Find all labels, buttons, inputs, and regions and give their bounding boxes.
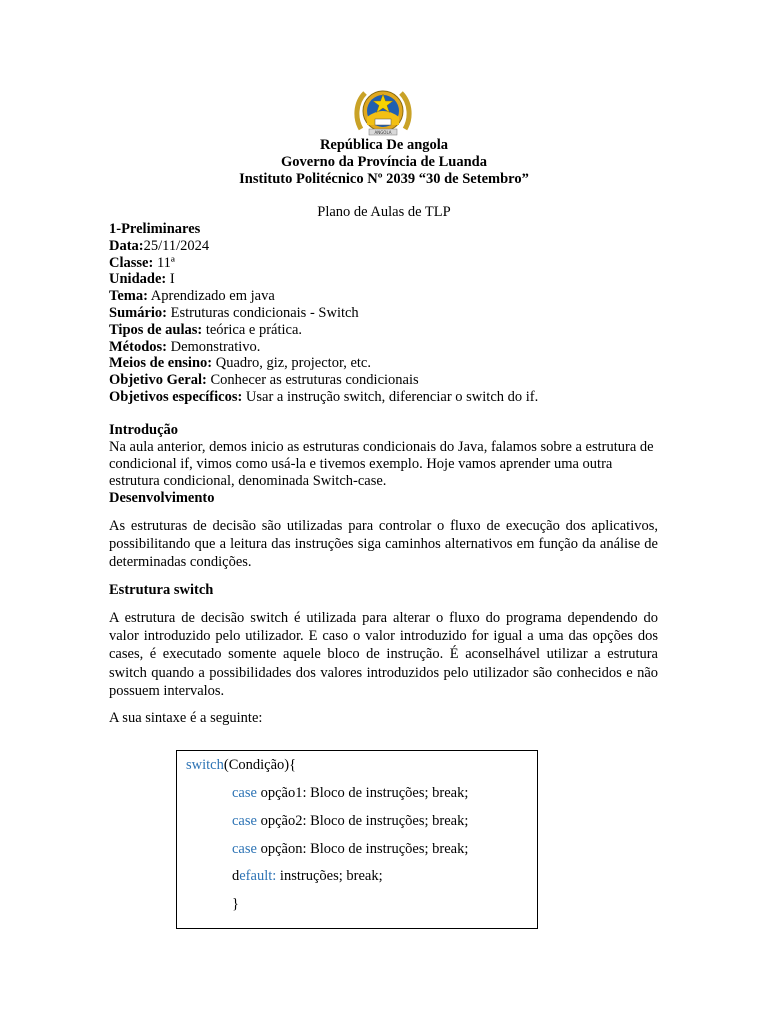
field-tipos-de-aulas: Tipos de aulas: teórica e prática.	[109, 321, 303, 338]
introducao-text: Na aula anterior, demos inicio as estruturas condicionais do Java, falamos sobre a estrutura de condicional if, vimos como usá-la e tivemos exemplo. Hoje vamos aprender uma outra estrutura condicional, denominada Switch-case.	[109, 439, 654, 489]
header-line-3: Instituto Politécnico Nº 2039 “30 de Setembro”	[239, 171, 529, 187]
document-header	[0, 137, 768, 188]
field-unidade: Unidade: I	[109, 271, 175, 288]
code-line-switch: switch(Condição){	[186, 757, 297, 773]
switch-syntax-box	[176, 750, 538, 929]
header-line-1: República De angola	[319, 137, 449, 153]
estrutura-switch-heading: Estrutura switch	[109, 582, 214, 598]
desenvolvimento-section	[109, 517, 658, 572]
field-sumario: Sumário: Estruturas condicionais - Switch	[109, 304, 359, 321]
code-line-case-n: case opçãon: Bloco de instruções; break;	[232, 841, 469, 857]
code-line-close-brace: }	[232, 896, 239, 912]
field-classe: Classe: 11ª	[109, 254, 175, 271]
field-metodos: Métodos: Demonstrativo.	[109, 338, 261, 355]
desenvolvimento-text: As estruturas de decisão são utilizadas para controlar o fluxo de execução dos aplicativos, possibilitando que a leitura das instruções siga caminhos alternativos em função da análise de determinadas condições.	[109, 518, 658, 571]
desenvolvimento-heading: Desenvolvimento	[109, 490, 215, 506]
plan-title: Plano de Aulas de TLP	[317, 204, 451, 220]
code-line-case-2: case opção2: Bloco de instruções; break;	[232, 813, 469, 829]
estrutura-switch-text: A estrutura de decisão switch é utilizada para alterar o fluxo do programa dependendo do valor introduzido pelo utilizador. E caso o valor introduzido for igual a uma das opções dos cases, é executado somente aquele bloco de instrução. É aconselhável utilizar a estrutura switch quando a possibilidades dos valores introduzidos pelo utilizador são conhecidos e não possuem intervalos.	[109, 610, 658, 699]
introducao-heading: Introdução	[109, 422, 179, 438]
preliminares-section	[109, 221, 669, 406]
field-objetivos-especificos: Objetivos específicos: Usar a instrução switch, diferenciar o switch do if.	[109, 388, 539, 405]
field-data: Data:25/11/2024	[109, 237, 210, 254]
code-line-case-1: case opção1: Bloco de instruções; break;	[232, 785, 469, 801]
estrutura-switch-section	[109, 609, 658, 700]
introducao-section	[109, 422, 661, 507]
field-meios-de-ensino: Meios de ensino: Quadro, giz, projector, etc.	[109, 355, 371, 372]
field-tema: Tema: Aprendizado em java	[109, 288, 275, 305]
field-objetivo-geral: Objetivo Geral: Conhecer as estruturas condicionais	[109, 372, 419, 389]
syntax-intro: A sua sintaxe é a seguinte:	[109, 710, 263, 726]
header-line-2: Governo da Província de Luanda	[281, 154, 487, 170]
preliminares-heading: 1-Preliminares	[109, 221, 201, 237]
code-line-default: default: instruções; break;	[232, 868, 383, 884]
angola-coat-of-arms-icon	[353, 85, 413, 139]
emblem-ribbon-text: ANGOLA	[374, 130, 392, 135]
